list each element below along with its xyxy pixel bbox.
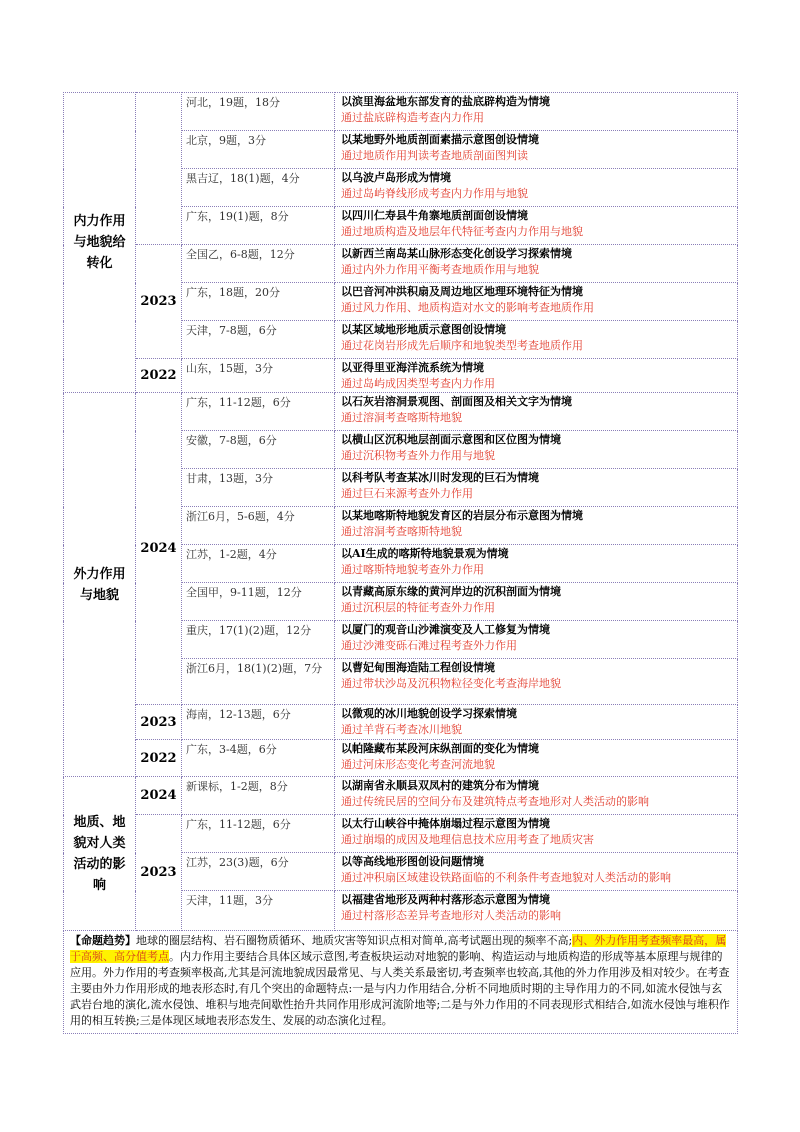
scenario-note: 通过崩塌的成因及地理信息技术应用考查了地质灾害 [341, 833, 594, 846]
scenario-note: 通过地质构造及地层年代特征考查内力作用与地貌 [341, 225, 583, 238]
scenario-title: 以四川仁寿县牛角寨地质剖面创设情境 [341, 209, 528, 222]
trend-text-after: 。内力作用主要结合具体区域示意图,考查板块运动对地貌的影响、构造运动与地质构造的形成等基本原理与规律的应用。外力作用的考查频率极高,尤其是河流地貌成因最常见、与人类关系最密切,考查频率也较高,其他的外力作用涉及相对较少。在考查主要由外力作用形成的地表形态时,有几个突出的命题特点:一是与内力作用结合,分析不同地质时期的主导作用力的不同,如流水侵蚀与玄武岩台地的演化,流水侵蚀、堆积与地壳间歇性抬升共同作用形成河流阶地等;二是与外力作用的不同表现形式相结合,如流水侵蚀与堆积作用的相互转换;三是体现区域地表形态发生、发展的动态演化过程。 [70, 950, 730, 1027]
scenario-note: 通过沉积物考查外力作用与地貌 [341, 449, 495, 462]
scenario-title: 以乌波卢岛形成为情境 [341, 171, 451, 184]
question-source: 黑吉辽，18(1)题，4分 [182, 169, 335, 207]
scenario-title: 以某地喀斯特地貌发育区的岩层分布示意图为情境 [341, 509, 583, 522]
scenario-title: 以滨里海盆地东部发育的盐底辟构造为情境 [341, 95, 550, 108]
scenario-note: 通过河床形态变化考查河流地貌 [341, 758, 495, 771]
scenario-cell [335, 853, 738, 891]
scenario-title: 以青藏高原东缘的黄河岸边的沉积剖面为情境 [341, 585, 561, 598]
scenario-cell [335, 207, 738, 245]
table-body [64, 93, 738, 1034]
question-source: 全国甲，9-11题，12分 [182, 583, 335, 621]
question-source: 重庆，17(1)(2)题，12分 [182, 621, 335, 659]
year-cell [136, 93, 182, 245]
scenario-title: 以太行山峡谷中掩体崩塌过程示意图为情境 [341, 817, 550, 830]
scenario-note: 通过传统民居的空间分布及建筑特点考查地形对人类活动的影响 [341, 795, 649, 808]
scenario-title: 以某地野外地质剖面素描示意图创设情境 [341, 133, 539, 146]
question-source: 浙江6月，5-6题，4分 [182, 507, 335, 545]
scenario-title: 以帕隆藏布某段河床纵剖面的变化为情境 [341, 742, 539, 755]
exam-analysis-table [63, 92, 737, 1034]
table-row [64, 705, 738, 740]
scenario-title: 以等高线地形图创设问题情境 [341, 855, 484, 868]
scenario-cell [335, 321, 738, 359]
scenario-cell [335, 740, 738, 777]
question-source: 天津，7-8题，6分 [182, 321, 335, 359]
scenario-note: 通过溶洞考查喀斯特地貌 [341, 525, 462, 538]
scenario-cell [335, 131, 738, 169]
scenario-title: 以横山区沉积地层剖面示意图和区位图为情境 [341, 433, 561, 446]
scenario-cell [335, 705, 738, 740]
trend-heading: 【命题趋势】 [70, 934, 136, 947]
question-source: 广东，11-12题，6分 [182, 815, 335, 853]
scenario-title: 以湖南省永顺县双凤村的建筑分布为情境 [341, 779, 539, 792]
scenario-note: 通过花岗岩形成先后顺序和地貌类型考查地质作用 [341, 339, 583, 352]
scenario-cell [335, 469, 738, 507]
scenario-title: 以AI生成的喀斯特地貌景观为情境 [341, 547, 509, 560]
trend-row [64, 931, 738, 1034]
scenario-cell [335, 245, 738, 283]
topic-cell: 外力作用与地貌 [64, 393, 136, 777]
table-row [64, 245, 738, 283]
table-row [64, 815, 738, 853]
year-cell: 2024 [136, 393, 182, 705]
scenario-note: 通过带状沙岛及沉积物粒径变化考查海岸地貌 [341, 677, 561, 690]
question-source: 安徽，7-8题，6分 [182, 431, 335, 469]
scenario-note: 通过村落形态差异考查地形对人类活动的影响 [341, 909, 561, 922]
scenario-cell [335, 93, 738, 131]
scenario-note: 通过巨石来源考查外力作用 [341, 487, 473, 500]
scenario-cell [335, 583, 738, 621]
scenario-note: 通过溶洞考查喀斯特地貌 [341, 411, 462, 424]
question-source: 北京，9题，3分 [182, 131, 335, 169]
scenario-cell [335, 621, 738, 659]
question-source: 浙江6月，18(1)(2)题，7分 [182, 659, 335, 705]
topic-cell: 地质、地貌对人类活动的影响 [64, 777, 136, 931]
table-row [64, 359, 738, 393]
scenario-note: 通过喀斯特地貌考查外力作用 [341, 563, 484, 576]
trend-cell [64, 931, 738, 1034]
question-source: 新课标，1-2题，8分 [182, 777, 335, 815]
scenario-title: 以某区域地形地质示意图创设情境 [341, 323, 506, 336]
scenario-note: 通过岛屿成因类型考查内力作用 [341, 377, 495, 390]
scenario-note: 通过羊背石考查冰川地貌 [341, 723, 462, 736]
scenario-cell [335, 659, 738, 705]
table-row [64, 93, 738, 131]
year-cell: 2023 [136, 705, 182, 740]
trend-highlight: 内、外力作用考查频率最高，属于高频、高分值考点 [70, 934, 727, 963]
exam-table [63, 92, 738, 1034]
scenario-title: 以厦门的观音山沙滩演变及人工修复为情境 [341, 623, 550, 636]
question-source: 山东，15题，3分 [182, 359, 335, 393]
scenario-note: 通过盐底辟构造考查内力作用 [341, 111, 484, 124]
year-cell: 2024 [136, 777, 182, 815]
scenario-note: 通过冲积扇区域建设铁路面临的不利条件考查地貌对人类活动的影响 [341, 871, 671, 884]
scenario-title: 以曹妃甸围海造陆工程创设情境 [341, 661, 495, 674]
scenario-title: 以新西兰南岛某山脉形态变化创设学习探索情境 [341, 247, 572, 260]
scenario-note: 通过地质作用判读考查地质剖面图判读 [341, 149, 528, 162]
scenario-note: 通过岛屿脊线形成考查内力作用与地貌 [341, 187, 528, 200]
scenario-cell [335, 393, 738, 431]
scenario-title: 以亚得里亚海洋流系统为情境 [341, 361, 484, 374]
question-source: 广东，11-12题，6分 [182, 393, 335, 431]
scenario-note: 通过沙滩变砾石滩过程考查外力作用 [341, 639, 517, 652]
table-row [64, 740, 738, 777]
scenario-cell [335, 777, 738, 815]
scenario-cell [335, 169, 738, 207]
scenario-cell [335, 359, 738, 393]
question-source: 甘肃，13题，3分 [182, 469, 335, 507]
question-source: 广东，19(1)题，8分 [182, 207, 335, 245]
scenario-title: 以科考队考查某冰川时发现的巨石为情境 [341, 471, 539, 484]
year-cell: 2022 [136, 359, 182, 393]
table-row [64, 777, 738, 815]
question-source: 广东，18题，20分 [182, 283, 335, 321]
scenario-title: 以石灰岩溶洞景观图、剖面图及相关文字为情境 [341, 395, 572, 408]
year-cell: 2022 [136, 740, 182, 777]
question-source: 江苏，23(3)题，6分 [182, 853, 335, 891]
question-source: 海南，12-13题，6分 [182, 705, 335, 740]
table-row [64, 393, 738, 431]
scenario-cell [335, 891, 738, 931]
scenario-cell [335, 283, 738, 321]
trend-text-before: 地球的圈层结构、岩石圈物质循环、地质灾害等知识点相对简单,高考试题出现的频率不高; [136, 934, 573, 947]
question-source: 天津，11题，3分 [182, 891, 335, 931]
scenario-title: 以微观的冰川地貌创设学习探索情境 [341, 707, 517, 720]
scenario-note: 通过风力作用、地质构造对水文的影响考查地质作用 [341, 301, 594, 314]
year-cell: 2023 [136, 245, 182, 359]
scenario-note: 通过沉积层的特征考查外力作用 [341, 601, 495, 614]
scenario-cell [335, 431, 738, 469]
scenario-cell [335, 507, 738, 545]
scenario-note: 通过内外力作用平衡考查地质作用与地貌 [341, 263, 539, 276]
question-source: 江苏，1-2题，4分 [182, 545, 335, 583]
topic-cell: 内力作用与地貌给转化 [64, 93, 136, 393]
question-source: 全国乙，6-8题，12分 [182, 245, 335, 283]
scenario-cell [335, 815, 738, 853]
scenario-cell [335, 545, 738, 583]
year-cell: 2023 [136, 815, 182, 931]
question-source: 河北，19题，18分 [182, 93, 335, 131]
scenario-title: 以巴音河冲洪积扇及周边地区地理环境特征为情境 [341, 285, 583, 298]
scenario-title: 以福建省地形及两种村落形态示意图为情境 [341, 893, 550, 906]
question-source: 广东，3-4题，6分 [182, 740, 335, 777]
